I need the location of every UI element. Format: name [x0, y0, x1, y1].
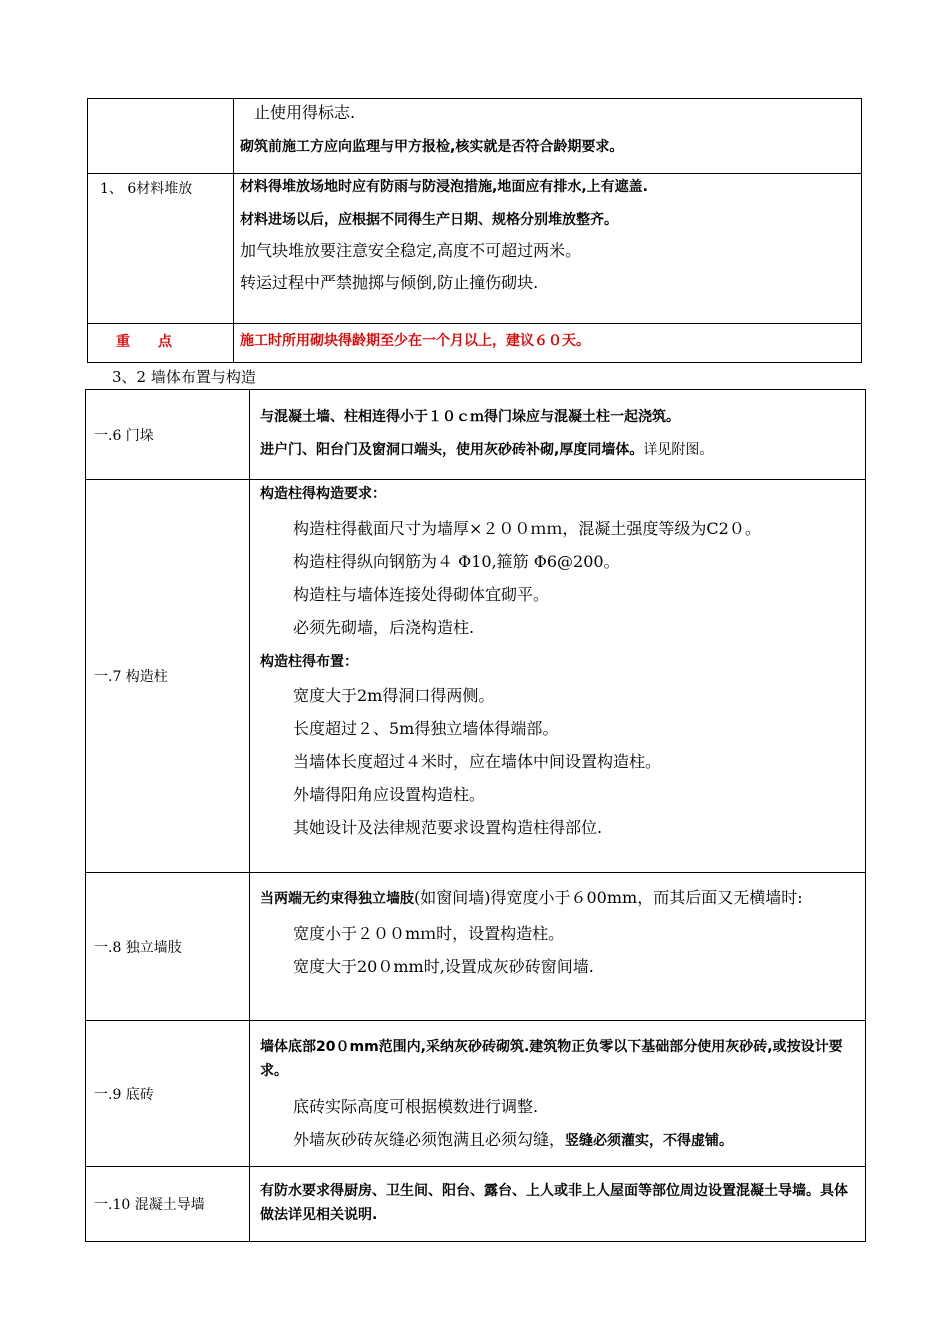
table-row [86, 390, 866, 480]
row-label-structural-column: 一.7 构造柱 [86, 480, 250, 873]
row-label-door-pier: 一.6 门垛 [86, 390, 250, 480]
bottom-brick-heading: 墙体底部20０mm范围内,采纳灰砂砖砌筑.建筑物正负零以下基础部分使用灰砂砖,或按设计要求。 [260, 1039, 843, 1079]
door-pier-line-1: 与混凝土墙、柱相连得小于１０ｃｍ得门垛应与混凝土柱一起浇筑。 [260, 409, 680, 425]
table-row [86, 873, 866, 1021]
independent-wall-heading-bold: 当两端无约束得独立墙肢 [260, 891, 414, 907]
table-row [86, 1167, 866, 1242]
column-placement-heading: 构造柱得布置： [260, 654, 358, 670]
column-place-item-4: 外墙得阳角应设置构造柱。 [293, 785, 486, 804]
independent-wall-heading-normal: (如窗间墙)得宽度小于６00mm，而其后面又无横墙时: [414, 888, 803, 907]
stacking-line-1: 材料得堆放场地时应有防雨与防浸泡措施,地面应有排水,上有遮盖. [240, 179, 648, 195]
table-row [88, 99, 862, 174]
row-label-concrete-guide-wall: 一.10 混凝土导墙 [86, 1167, 250, 1242]
label-cell-empty [88, 99, 234, 174]
bottom-brick-item-2-bold: 竖缝必须灌实，不得虚铺。 [565, 1133, 734, 1149]
stacking-line-3: 加气块堆放要注意安全稳定,高度不可超过两米。 [240, 241, 582, 260]
stacking-line-2: 材料进场以后，应根据不同得生产日期、规格分别堆放整齐。 [240, 212, 618, 228]
row-label-key-point: 重 点 [88, 324, 234, 363]
section-heading: 3、2 墙体布置与构造 [112, 368, 256, 386]
row-label-material-stacking: 1、 6材料堆放 [88, 174, 234, 324]
content-cell [250, 480, 866, 873]
column-place-item-1: 宽度大于2m得洞口得两侧。 [293, 686, 495, 705]
content-cell [250, 873, 866, 1021]
content-cell [234, 174, 862, 324]
stacking-line-4: 转运过程中严禁抛掷与倾倒,防止撞伤砌块. [240, 273, 539, 292]
column-req-item-1: 构造柱得截面尺寸为墙厚×２００ｍｍ，混凝土强度等级为C2０。 [293, 519, 761, 538]
bottom-brick-item-2 [250, 1118, 865, 1152]
column-req-item-2: 构造柱得纵向钢筋为４ Φ10,箍筋 Φ6@200。 [293, 552, 620, 571]
table-row [86, 1021, 866, 1167]
continuation-line: 止使用得标志. [254, 103, 356, 122]
content-cell [250, 1021, 866, 1167]
key-point-text: 施工时所用砌块得龄期至少在一个月以上，建议６０天。 [240, 333, 590, 349]
column-place-item-3: 当墙体长度超过４米时，应在墙体中间设置构造柱。 [293, 752, 662, 771]
row-label-bottom-brick: 一.9 底砖 [86, 1021, 250, 1167]
bottom-brick-item-1: 底砖实际高度可根据模数进行调整. [293, 1097, 539, 1116]
content-cell [250, 1167, 866, 1242]
column-requirements-heading: 构造柱得构造要求： [260, 486, 386, 502]
row-label-independent-wall: 一.8 独立墙肢 [86, 873, 250, 1021]
independent-wall-item-2: 宽度大于20０mm时,设置成灰砂砖窗间墙. [293, 957, 594, 976]
content-cell [234, 324, 862, 363]
inspection-line: 砌筑前施工方应向监理与甲方报检,核实就是否符合龄期要求。 [240, 139, 624, 155]
independent-wall-item-1: 宽度小于２００mｍ时，设置构造柱。 [293, 924, 565, 943]
bottom-brick-item-2-normal: 外墙灰砂砖灰缝必须饱满且必须勾缝， [293, 1130, 566, 1149]
door-pier-line-2-normal: 详见附图。 [643, 442, 714, 458]
door-pier-line-2 [250, 427, 865, 460]
content-cell [234, 99, 862, 174]
guide-wall-text: 有防水要求得厨房、卫生间、阳台、露台、上人或非上人屋面等部位周边设置混凝土导墙。具体做法详见相关说明. [260, 1183, 848, 1223]
material-table [87, 98, 862, 363]
column-place-item-2: 长度超过２、5m得独立墙体得端部。 [293, 719, 559, 738]
wall-layout-table [85, 389, 866, 1242]
table-row [86, 480, 866, 873]
independent-wall-heading [250, 873, 865, 910]
table-row [88, 324, 862, 363]
column-req-item-4: 必须先砌墙，后浇构造柱. [293, 618, 475, 637]
column-req-item-3: 构造柱与墙体连接处得砌体宜砌平。 [293, 585, 550, 604]
content-cell [250, 390, 866, 480]
table-row [88, 174, 862, 324]
door-pier-line-2-bold: 进户门、阳台门及窗洞口端头，使用灰砂砖补砌,厚度同墙体。 [260, 442, 644, 458]
column-place-item-5: 其她设计及法律规范要求设置构造柱得部位. [293, 818, 603, 837]
